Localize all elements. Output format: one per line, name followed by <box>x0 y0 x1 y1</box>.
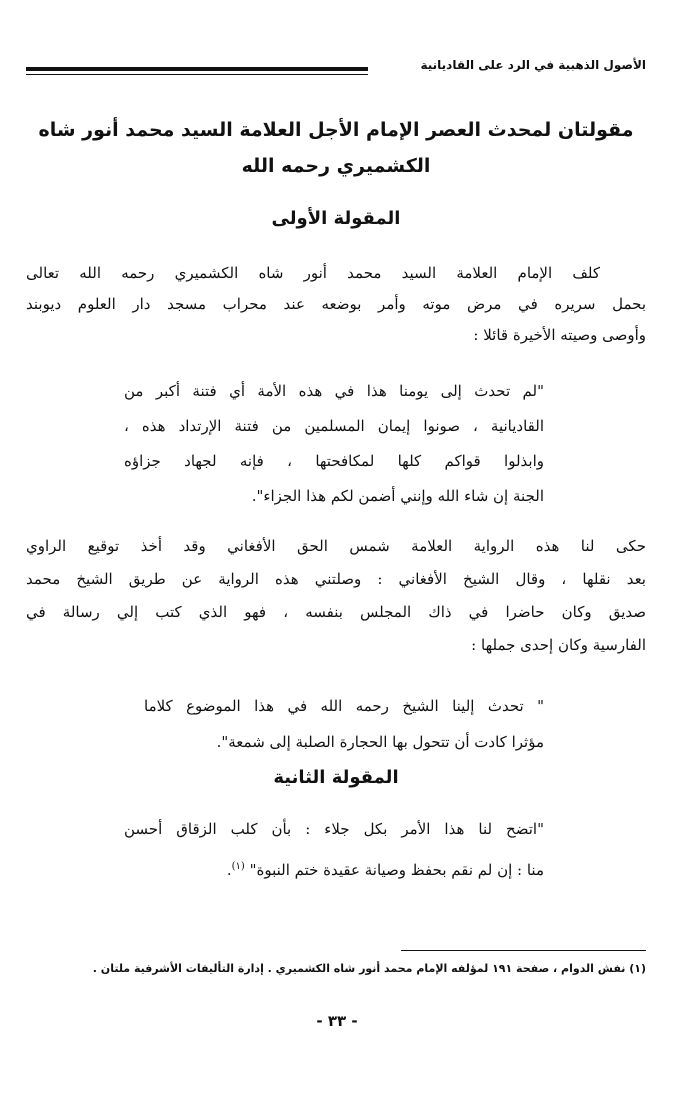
paragraph-line: الفارسية وكان إحدى جملها : <box>471 636 646 654</box>
chapter-title-line: الكشميري رحمه الله <box>241 155 431 177</box>
page-number: - ٣٣ - <box>316 1012 358 1030</box>
section-heading-first: المقولة الأولى <box>271 208 401 229</box>
quote-line: مؤثرا كادت أن تتحول بها الحجارة الصلبة إلى شمعة". <box>216 733 544 751</box>
paragraph-line: كلف الإمام العلامة السيد محمد أنور شاه الكشميري رحمه الله تعالى <box>26 264 600 282</box>
running-title: الأصول الذهبية في الرد على القاديانية <box>420 58 646 72</box>
header-rule-thin <box>26 74 368 75</box>
section-heading-second: المقولة الثانية <box>273 767 399 788</box>
paragraph-line: وأوصى وصيته الأخيرة قائلا : <box>473 326 646 344</box>
chapter-title <box>26 112 646 184</box>
running-header <box>26 50 646 90</box>
letter-quote <box>144 688 544 760</box>
paragraph-line: حكى لنا هذه الرواية العلامة شمس الحق الأفغاني وقد أخذ توقيع الراوي <box>26 537 646 555</box>
paragraph-line: بحمل سريره في مرض موته وأمر بوضعه عند محراب مسجد دار العلوم ديوبند <box>26 295 646 313</box>
quote-line: وابذلوا قواكم كلها لمكافحتها ، فإنه لجهاد جزاؤه <box>124 452 544 470</box>
paragraph-line: صديق وكان حاضرا في ذاك المجلس بنفسه ، فهو الذي كتب إلي رسالة في <box>26 603 646 621</box>
footnote-marker[interactable]: (١) <box>231 861 245 872</box>
quote-line: "اتضح لنا هذا الأمر بكل جلاء : بأن كلب الزقاق أحسن <box>124 820 544 838</box>
quote-line: القاديانية ، صونوا إيمان المسلمين من فتنة الإرتداد هذه ، <box>124 417 544 435</box>
second-saying-quote <box>124 810 544 886</box>
narration-paragraph <box>26 530 646 662</box>
header-rule-thick <box>26 67 368 71</box>
intro-paragraph <box>26 258 646 351</box>
quote-line: الجنة إن شاء الله وإنني أضمن لكم هذا الجزاء". <box>251 487 544 505</box>
quote-line: منا : إن لم نقم بحفظ وصيانة عقيدة ختم النبوة" $^{(١)}$. <box>226 861 544 879</box>
quote-line: "لم تحدث إلى يومنا هذا في هذه الأمة أي فتنة أكبر من <box>124 382 544 400</box>
will-quote <box>124 374 544 514</box>
quote-text: منا : إن لم نقم بحفظ وصيانة عقيدة ختم النبوة" <box>249 861 544 879</box>
paragraph-line: بعد نقلها ، وقال الشيخ الأفغاني : وصلتني هذه الرواية عن طريق الشيخ محمد <box>26 570 646 588</box>
footnote: (١) نفش الدوام ، صفحة ١٩١ لمؤلفه الإمام محمد أنور شاه الكشميري . إدارة التأليفات الأشرفية ملتان . <box>92 962 646 975</box>
footnote-rule <box>401 950 646 951</box>
quote-line: " تحدث إلينا الشيخ رحمه الله في هذا الموضوع كلاما <box>144 697 544 715</box>
chapter-title-line: مقولتان لمحدث العصر الإمام الأجل العلامة السيد محمد أنور شاه <box>38 119 634 141</box>
